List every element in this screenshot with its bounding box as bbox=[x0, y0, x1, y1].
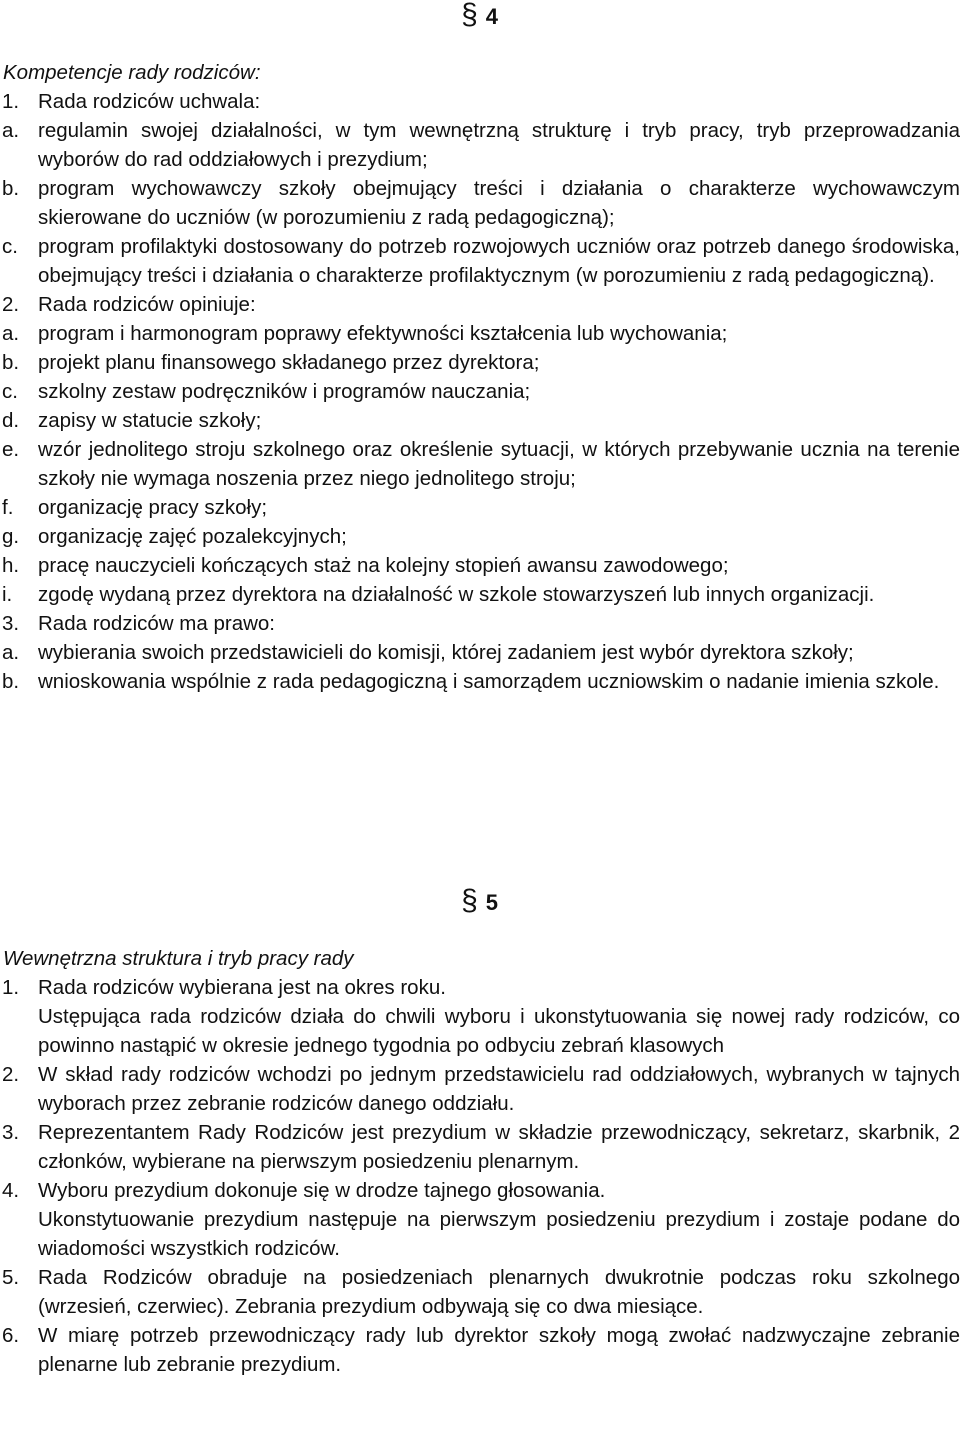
list-item bbox=[0, 493, 960, 522]
list-item-text: Rada Rodziców obraduje na posiedzeniach plenarnych dwukrotnie podczas roku szkolnego (wrzesień, czerwiec). Zebrania prezydium odbywają się co dwa miesiące. bbox=[38, 1266, 960, 1318]
list-marker: 5. bbox=[2, 1266, 20, 1289]
list-item-text: zgodę wydaną przez dyrektora na działalność w szkole stowarzyszeń lub innych organizacji. bbox=[38, 583, 875, 606]
list-item-text: szkolny zestaw podręczników i programów nauczania; bbox=[38, 380, 531, 403]
list-marker: h. bbox=[2, 554, 20, 577]
list-item-text: program i harmonogram poprawy efektywności kształcenia lub wychowania; bbox=[38, 322, 728, 345]
list-item-text: projekt planu finansowego składanego przez dyrektora; bbox=[38, 351, 540, 374]
list-item-text: organizację pracy szkoły; bbox=[38, 496, 268, 519]
list-marker: f. bbox=[2, 496, 14, 519]
paragraph-heading-5 bbox=[0, 886, 960, 944]
list-marker: b. bbox=[2, 351, 20, 374]
section-sign: § bbox=[461, 0, 478, 31]
list-item bbox=[0, 1118, 960, 1176]
list-item bbox=[0, 1176, 960, 1263]
list-item bbox=[0, 406, 960, 435]
list-marker: a. bbox=[2, 641, 20, 664]
list-item bbox=[0, 348, 960, 377]
list-item-text: Rada rodziców ma prawo: bbox=[38, 612, 275, 635]
list-item bbox=[0, 87, 960, 116]
list-item-text: W miarę potrzeb przewodniczący rady lub dyrektor szkoły mogą zwołać nadzwyczajne zebranie plenarne lub zebranie prezydium. bbox=[38, 1324, 960, 1376]
list-item-text: program wychowawczy szkoły obejmujący treści i działania o charakterze wychowawczym skierowane do uczniów (w porozumieniu z radą pedagogiczną); bbox=[38, 177, 960, 229]
list-item-continuation: Ustępująca rada rodziców działa do chwili wyboru i ukonstytuowania się nowej rady rodziców, co powinno nastąpić w okresie jednego tygodnia po odbyciu zebrań klasowych bbox=[38, 1005, 960, 1057]
list-marker: d. bbox=[2, 409, 20, 432]
list-item bbox=[0, 551, 960, 580]
list-item bbox=[0, 1321, 960, 1379]
list-item bbox=[0, 609, 960, 638]
list-item bbox=[0, 319, 960, 348]
list-item bbox=[0, 435, 960, 493]
list-marker: g. bbox=[2, 525, 20, 548]
section-5 bbox=[0, 886, 960, 1379]
section-4 bbox=[0, 0, 960, 696]
paragraph-number: 4 bbox=[485, 4, 498, 29]
list-marker: i. bbox=[2, 583, 13, 606]
list-marker: 3. bbox=[2, 1121, 20, 1144]
list-marker: 1. bbox=[2, 976, 20, 999]
list-marker: b. bbox=[2, 177, 20, 200]
list-item-text: program profilaktyki dostosowany do potrzeb rozwojowych uczniów oraz potrzeb danego środowiska, obejmujący treści i działania o charakterze profilaktycznym (w porozumieniu z radą pedagogiczną). bbox=[38, 235, 960, 287]
list-marker: c. bbox=[2, 235, 18, 258]
list-item bbox=[0, 638, 960, 667]
list-item-text: wnioskowania wspólnie z rada pedagogiczną i samorządem uczniowskim o nadanie imienia szkole. bbox=[38, 670, 940, 693]
list-item-text: Rada rodziców opiniuje: bbox=[38, 293, 256, 316]
list-item bbox=[0, 1263, 960, 1321]
section-4-list bbox=[0, 87, 960, 696]
list-marker: a. bbox=[2, 322, 20, 345]
section-sign: § bbox=[461, 884, 478, 917]
list-marker: 2. bbox=[2, 293, 20, 316]
list-item-text: W skład rady rodziców wchodzi po jednym przedstawicielu rad oddziałowych, wybranych w tajnych wyborach przez zebranie rodziców danego oddziału. bbox=[38, 1063, 960, 1115]
list-item-text: wzór jednolitego stroju szkolnego oraz określenie sytuacji, w których przebywanie ucznia na terenie szkoły nie wymaga noszenia przez niego jednolitego stroju; bbox=[38, 438, 960, 490]
paragraph-number: 5 bbox=[485, 890, 498, 915]
list-marker: 4. bbox=[2, 1179, 20, 1202]
list-item bbox=[0, 116, 960, 174]
list-item-text: regulamin swojej działalności, w tym wewnętrzną strukturę i tryb pracy, tryb przeprowadzania wyborów do rad oddziałowych i prezydium; bbox=[38, 119, 960, 171]
list-item-text: Reprezentantem Rady Rodziców jest prezydium w składzie przewodniczący, sekretarz, skarbnik, 2 członków, wybierane na pierwszym posiedzeniu plenarnym. bbox=[38, 1121, 960, 1173]
list-item-text: zapisy w statucie szkoły; bbox=[38, 409, 262, 432]
list-marker: 3. bbox=[2, 612, 20, 635]
list-item bbox=[0, 232, 960, 290]
section-title: Wewnętrzna struktura i tryb pracy rady bbox=[3, 947, 354, 970]
list-marker: a. bbox=[2, 119, 20, 142]
list-item-text: Wyboru prezydium dokonuje się w drodze tajnego głosowania. bbox=[38, 1179, 606, 1202]
list-marker: 6. bbox=[2, 1324, 20, 1347]
list-marker: c. bbox=[2, 380, 18, 403]
list-item-text: Rada rodziców uchwala: bbox=[38, 90, 261, 113]
list-marker: b. bbox=[2, 670, 20, 693]
list-item bbox=[0, 667, 960, 696]
list-item bbox=[0, 377, 960, 406]
list-item bbox=[0, 290, 960, 319]
list-item-text: pracę nauczycieli kończących staż na kolejny stopień awansu zawodowego; bbox=[38, 554, 729, 577]
paragraph-heading-4 bbox=[0, 0, 960, 58]
list-item-text: Rada rodziców wybierana jest na okres roku. bbox=[38, 976, 446, 999]
list-marker: 2. bbox=[2, 1063, 20, 1086]
list-item bbox=[0, 580, 960, 609]
section-5-list bbox=[0, 973, 960, 1379]
section-title: Kompetencje rady rodziców: bbox=[3, 61, 261, 84]
list-item bbox=[0, 522, 960, 551]
list-marker: 1. bbox=[2, 90, 20, 113]
list-item bbox=[0, 174, 960, 232]
list-marker: e. bbox=[2, 438, 20, 461]
list-item-text: wybierania swoich przedstawicieli do komisji, której zadaniem jest wybór dyrektora szkoły; bbox=[38, 641, 854, 664]
list-item bbox=[0, 973, 960, 1060]
list-item-text: organizację zajęć pozalekcyjnych; bbox=[38, 525, 347, 548]
list-item bbox=[0, 1060, 960, 1118]
list-item-continuation: Ukonstytuowanie prezydium następuje na pierwszym posiedzeniu prezydium i zostaje podane do wiadomości wszystkich rodziców. bbox=[38, 1208, 960, 1260]
